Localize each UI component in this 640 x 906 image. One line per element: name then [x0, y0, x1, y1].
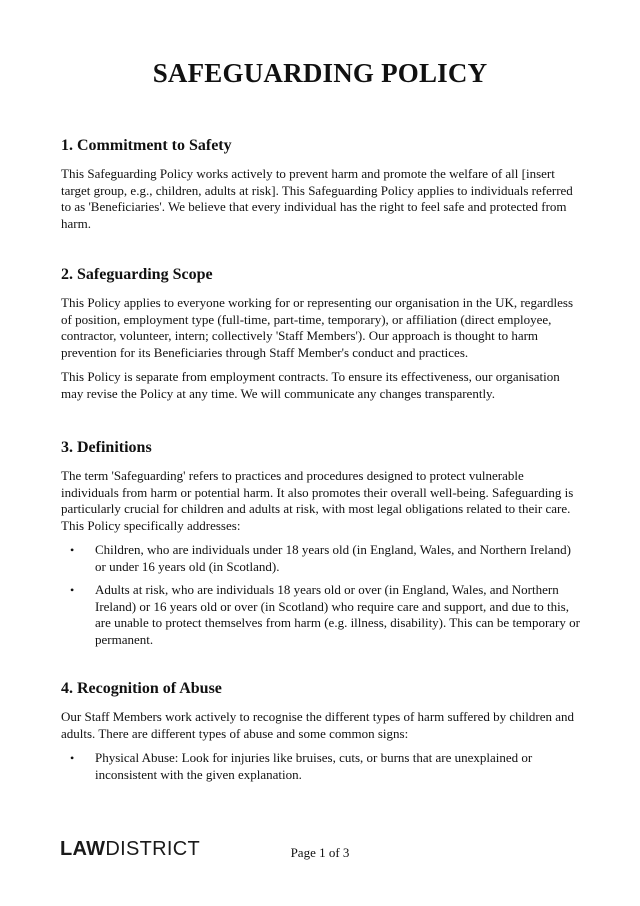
paragraph: This Policy applies to everyone working for or representing our organisation in the UK, regardless of position, employment type (full-time, part-time, temporary), or affiliation (direct employee, contractor, volunteer, intern; collectively 'Staff Members'). Our approach is thought to harm prevention for its Beneficiaries through Staff Member's conduct and practices. [61, 295, 574, 360]
list-item-text: Children, who are individuals under 18 years old (in England, Wales, and Northern Ireland) or under 16 years old (in Scotland). [95, 542, 571, 574]
list-item-text: Adults at risk, who are individuals 18 years old or over (in England, Wales, and Northern Ireland) or 16 years old or over (in Scotland) who require care and support, and due to this, are unable to protect themselves from harm (e.g. illness, disability). This can be temporary or permanent. [95, 582, 580, 647]
list-item [61, 582, 581, 648]
section-heading: 4. Recognition of Abuse [61, 680, 222, 697]
list-item [61, 750, 581, 783]
section-recognition-of-abuse [61, 679, 581, 790]
paragraph: Our Staff Members work actively to recognise the different types of harm suffered by children and adults. There are different types of abuse and some common signs: [61, 709, 574, 741]
list-item-text: Physical Abuse: Look for injuries like bruises, cuts, or burns that are unexplained or inconsistent with the given explanation. [95, 750, 533, 782]
section-heading: 2. Safeguarding Scope [61, 266, 213, 283]
paragraph: The term 'Safeguarding' refers to practices and procedures designed to protect vulnerable individuals from harm or potential harm. It also promotes their overall well-being. Safeguarding is particularly crucial for children and adults at risk, with most legal obligations related to their care. This Policy specifically addresses: [61, 468, 574, 533]
bullet-list [61, 542, 581, 648]
section-safeguarding-scope [61, 265, 581, 410]
logo-bold-text: LAW [60, 838, 106, 860]
bullet-icon: • [70, 543, 75, 557]
paragraph: This Safeguarding Policy works actively to prevent harm and promote the welfare of all [insert target group, e.g., children, adults at risk]. This Safeguarding Policy applies to individuals referred to as 'Beneficiaries'. We believe that every individual has the right to feel safe and protected from harm. [61, 166, 573, 231]
page-number: Page 1 of 3 [290, 845, 350, 860]
section-commitment-to-safety [61, 136, 581, 240]
page-title: SAFEGUARDING POLICY [152, 58, 488, 88]
section-heading: 1. Commitment to Safety [61, 137, 232, 154]
section-definitions [61, 438, 581, 655]
section-heading: 3. Definitions [61, 439, 152, 456]
bullet-list [61, 750, 581, 783]
paragraph: This Policy is separate from employment contracts. To ensure its effectiveness, our organisation may revise the Policy at any time. We will communicate any changes transparently. [61, 369, 560, 401]
logo-light-text: DISTRICT [105, 838, 200, 860]
bullet-icon: • [70, 751, 75, 765]
lawdistrict-logo [60, 838, 200, 864]
list-item [61, 542, 581, 575]
bullet-icon: • [70, 583, 75, 597]
